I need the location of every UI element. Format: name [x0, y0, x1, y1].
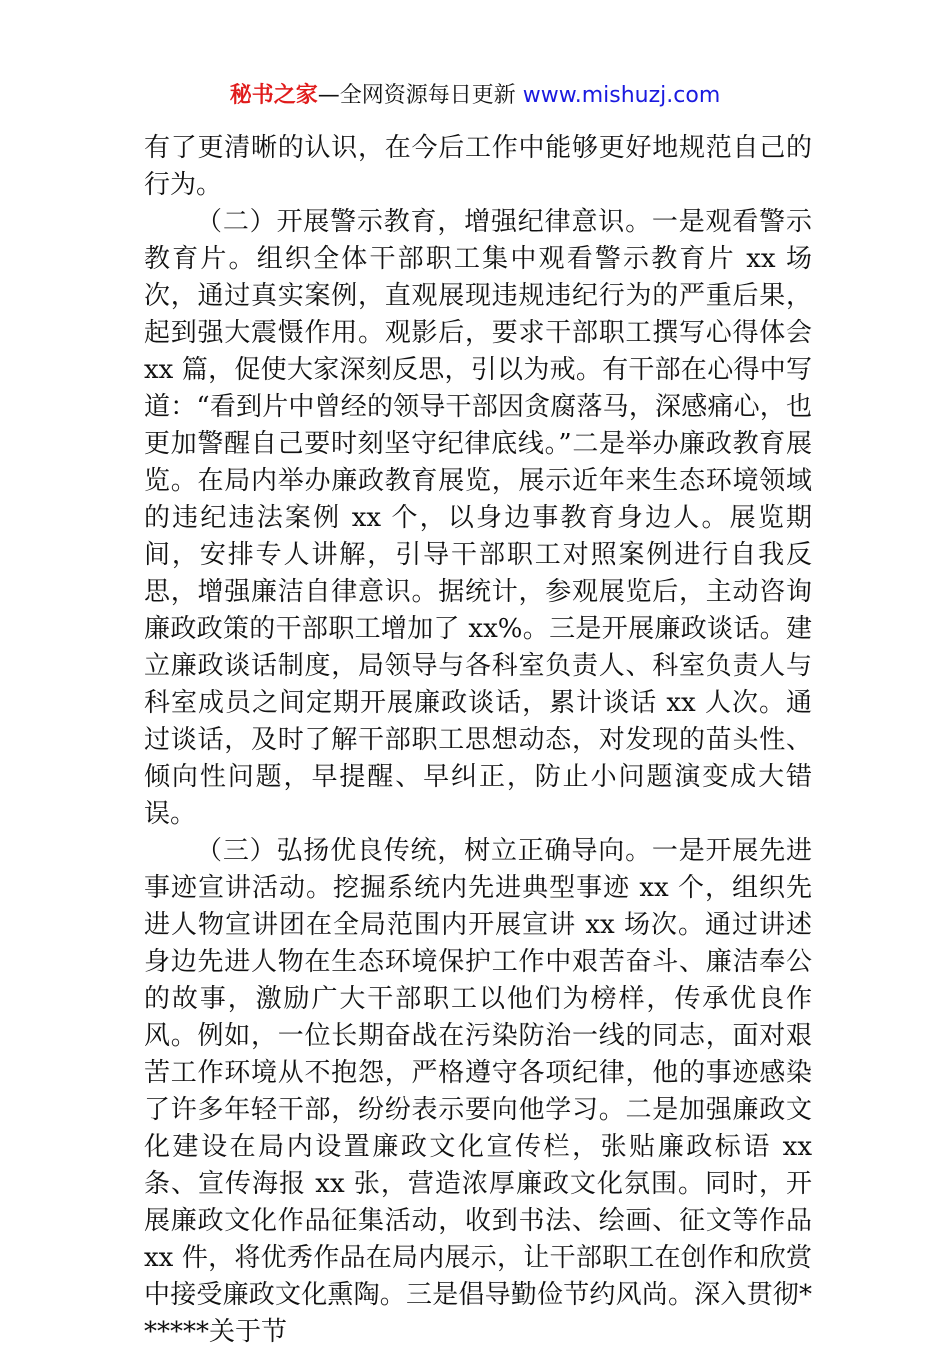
paragraph-section-3: （三）弘扬优良传统，树立正确导向。一是开展先进事迹宣讲活动。挖掘系统内先进典型事迹 xx 个，组织先进人物宣讲团在全局范围内开展宣讲 xx 场次。通过讲述身边先进人物在生态环境保护工作中艰苦奋斗、廉洁奉公的故事，激励广大干部职工以他们为榜样，传承优良作风。例如，一位长期奋战在污染防治一线的同志，面对艰苦工作环境从不抱怨，严格遵守各项纪律，他的事迹感染了许多年轻干部，纷纷表示要向他学习。二是加强廉政文化建设在局内设置廉政文化宣传栏，张贴廉政标语 xx 条、宣传海报 xx 张，营造浓厚廉政文化氛围。同时，开展廉政文化作品征集活动，收到书法、绘画、征文等作品 xx 件，将优秀作品在局内展示，让干部职工在创作和欣赏中接受廉政文化熏陶。三是倡导勤俭节约风尚。深入贯彻******关于节 — [144, 836, 812, 1347]
paragraph-continuation: 有了更清晰的认识，在今后工作中能够更好地规范自己的行为。 — [144, 133, 812, 200]
header-tagline: —全网资源每日更新 — [317, 83, 523, 108]
header-site-link[interactable]: www.mishuzj.com — [522, 83, 721, 108]
header-brand: 秘书之家 — [229, 83, 318, 108]
document-body — [144, 130, 812, 1351]
page-header — [0, 80, 950, 112]
paragraph-section-2: （二）开展警示教育，增强纪律意识。一是观看警示教育片。组织全体干部职工集中观看警示教育片 xx 场次，通过真实案例，直观展现违规违纪行为的严重后果，起到强大震慑作用。观影后，要求干部职工撰写心得体会 xx 篇，促使大家深刻反思，引以为戒。有干部在心得中写道：“看到片中曾经的领导干部因贪腐落马，深感痛心，也更加警醒自己要时刻坚守纪律底线。”二是举办廉政教育展览。在局内举办廉政教育展览，展示近年来生态环境领域的违纪违法案例 xx 个，以身边事教育身边人。展览期间，安排专人讲解，引导干部职工对照案例进行自我反思，增强廉洁自律意识。据统计，参观展览后，主动咨询廉政政策的干部职工增加了 xx%。三是开展廉政谈话。建立廉政谈话制度，局领导与各科室负责人、科室负责人与科室成员之间定期开展廉政谈话，累计谈话 xx 人次。通过谈话，及时了解干部职工思想动态，对发现的苗头性、倾向性问题，早提醒、早纠正，防止小问题演变成大错误。 — [144, 207, 812, 829]
